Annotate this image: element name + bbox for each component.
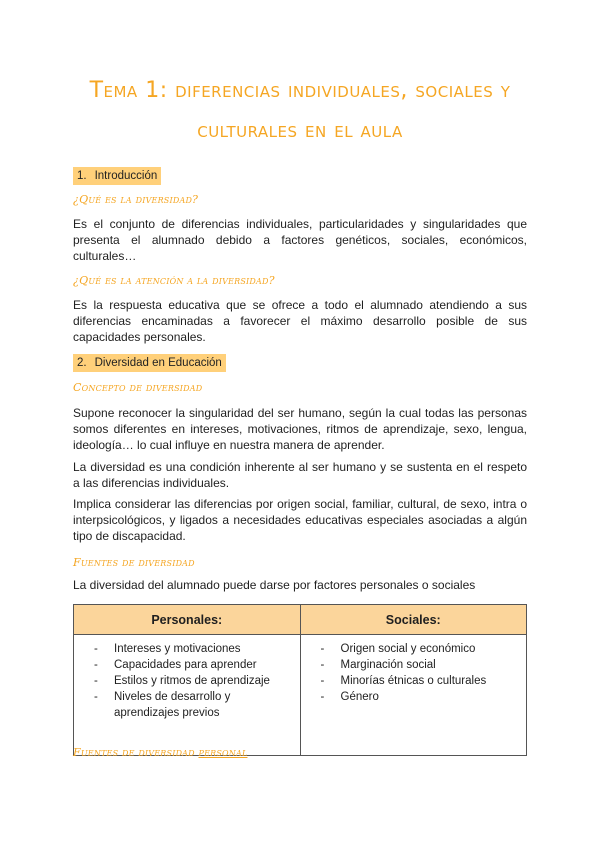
section-label: Introducción [94, 170, 158, 182]
table-header-personales: Personales: [74, 605, 301, 635]
list-item: - Marginación social [309, 657, 519, 673]
list-item: - Minorías étnicas o culturales [309, 673, 519, 689]
table-cell-sociales [300, 635, 527, 756]
list-item: - Origen social y económico [309, 641, 519, 657]
paragraph-concepto-2: La diversidad es una condición inherente al ser humano y se sustenta en el respeto a las diferencias individuales. [73, 460, 527, 490]
list-item: - Niveles de desarrollo y aprendizajes previos [82, 689, 292, 721]
section-heading-introduccion [73, 167, 161, 185]
list-item: - Género [309, 689, 519, 705]
paragraph-concepto-3: Implica considerar las diferencias por origen social, familiar, cultural, de sexo, intra o interpsicológicos, y ligados a necesidades educativas especiales asociadas a algún tipo de discapacidad. [73, 497, 527, 543]
list-item: - Estilos y ritmos de aprendizaje [82, 673, 292, 689]
list-personales [82, 641, 292, 721]
subheading-atencion-diversidad: ¿Qué es la atención a la diversidad? [73, 274, 275, 287]
section-label: Diversidad en Educación [94, 357, 222, 369]
paragraph-definicion-diversidad: Es el conjunto de diferencias individuales, particularidades y singularidades que presenta el alumnado debido a factores genéticos, sociales, económicos, culturales… [73, 217, 527, 263]
list-item: - Capacidades para aprender [82, 657, 292, 673]
subheading-concepto-diversidad: Concepto de diversidad [73, 381, 203, 394]
section-number: 2. [77, 357, 87, 369]
section-heading-diversidad-educacion [73, 354, 226, 372]
subheading-fuentes-diversidad-personal [73, 746, 247, 759]
subheading-fuentes-diversidad: Fuentes de diversidad [73, 556, 195, 569]
factors-table [73, 604, 527, 756]
page-title-line-1: Tema 1: diferencias individuales, sociales y [89, 78, 511, 103]
table-header-sociales: Sociales: [300, 605, 527, 635]
heading-prefix: Fuentes de diversidad [73, 746, 195, 759]
heading-underlined-word: personal [198, 746, 248, 759]
paragraph-atencion-diversidad: Es la respuesta educativa que se ofrece a todo el alumnado atendiendo a sus diferencias encaminadas a favorecer el máximo desarrollo posible de sus capacidades personales. [73, 298, 527, 344]
paragraph-concepto-1: Supone reconocer la singularidad del ser humano, según la cual todas las personas somos diferentes en intereses, motivaciones, ritmos de aprendizaje, sexo, lengua, ideología… lo cual influye en nuestra manera de aprender. [73, 406, 527, 452]
subheading-que-es-diversidad: ¿Qué es la diversidad? [73, 193, 199, 206]
list-sociales [309, 641, 519, 705]
page-title-line-2: culturales en el aula [197, 118, 403, 143]
list-item: - Intereses y motivaciones [82, 641, 292, 657]
table-cell-personales [74, 635, 301, 756]
section-number: 1. [77, 170, 87, 182]
paragraph-fuentes-intro: La diversidad del alumnado puede darse por factores personales o sociales [73, 578, 476, 592]
